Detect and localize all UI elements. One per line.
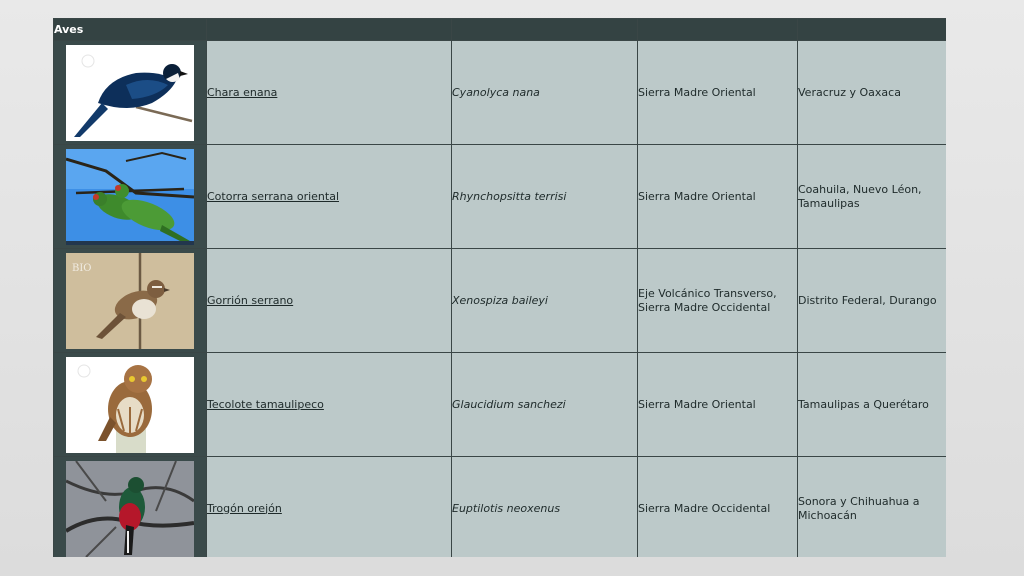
scientific-name: Glaucidium sanchezi	[452, 397, 566, 411]
region-cell: Sierra Madre Oriental	[638, 145, 798, 249]
table-row	[54, 249, 947, 353]
scientific-name: Cyanolyca nana	[452, 85, 540, 99]
image-cell	[54, 249, 207, 353]
species-link[interactable]: Trogón orejón	[207, 501, 282, 515]
image-cell	[54, 457, 207, 558]
image-cell	[54, 41, 207, 145]
table-row	[54, 353, 947, 457]
header-distribution	[798, 19, 947, 41]
distribution-cell: Sonora y Chihuahua a Michoacán	[798, 457, 947, 558]
common-name-cell	[207, 457, 452, 558]
species-link[interactable]: Gorrión serrano	[207, 293, 294, 307]
scientific-name-cell	[452, 41, 638, 145]
scientific-name: Rhynchopsitta terrisi	[452, 189, 567, 203]
region-cell: Sierra Madre Oriental	[638, 353, 798, 457]
common-name-cell	[207, 145, 452, 249]
table-header-row	[54, 19, 947, 41]
species-link[interactable]: Tecolote tamaulipeco	[207, 397, 324, 411]
table-row	[54, 145, 947, 249]
species-table-panel	[53, 18, 946, 557]
owl-photo	[66, 357, 194, 453]
species-link[interactable]: Chara enana	[207, 85, 278, 99]
distribution-cell: Coahuila, Nuevo Léon, Tamaulipas	[798, 145, 947, 249]
region-cell: Sierra Madre Occidental	[638, 457, 798, 558]
scientific-name-cell	[452, 457, 638, 558]
species-link[interactable]: Cotorra serrana oriental	[207, 189, 339, 203]
distribution-cell: Tamaulipas a Querétaro	[798, 353, 947, 457]
scientific-name-cell	[452, 249, 638, 353]
common-name-cell	[207, 249, 452, 353]
distribution-cell: Veracruz y Oaxaca	[798, 41, 947, 145]
region-cell: Eje Volcánico Transverso, Sierra Madre Occidental	[638, 249, 798, 353]
scientific-name: Xenospiza baileyi	[452, 293, 548, 307]
trogon-photo	[66, 461, 194, 557]
scientific-name: Euptilotis neoxenus	[452, 501, 561, 515]
svg-text:BIO: BIO	[72, 262, 92, 274]
common-name-cell	[207, 41, 452, 145]
header-scientific-name	[452, 19, 638, 41]
birds-table	[53, 18, 946, 557]
sparrow-photo	[66, 253, 194, 349]
image-cell	[54, 353, 207, 457]
region-cell: Sierra Madre Oriental	[638, 41, 798, 145]
table-row	[54, 457, 947, 558]
header-section-label: Aves	[54, 19, 207, 41]
image-cell	[54, 145, 207, 249]
table-row	[54, 41, 947, 145]
header-region	[638, 19, 798, 41]
scientific-name-cell	[452, 145, 638, 249]
blue-jay-photo	[66, 45, 194, 141]
distribution-cell: Distrito Federal, Durango	[798, 249, 947, 353]
common-name-cell	[207, 353, 452, 457]
scientific-name-cell	[452, 353, 638, 457]
header-common-name	[207, 19, 452, 41]
green-parrots-photo	[66, 149, 194, 245]
